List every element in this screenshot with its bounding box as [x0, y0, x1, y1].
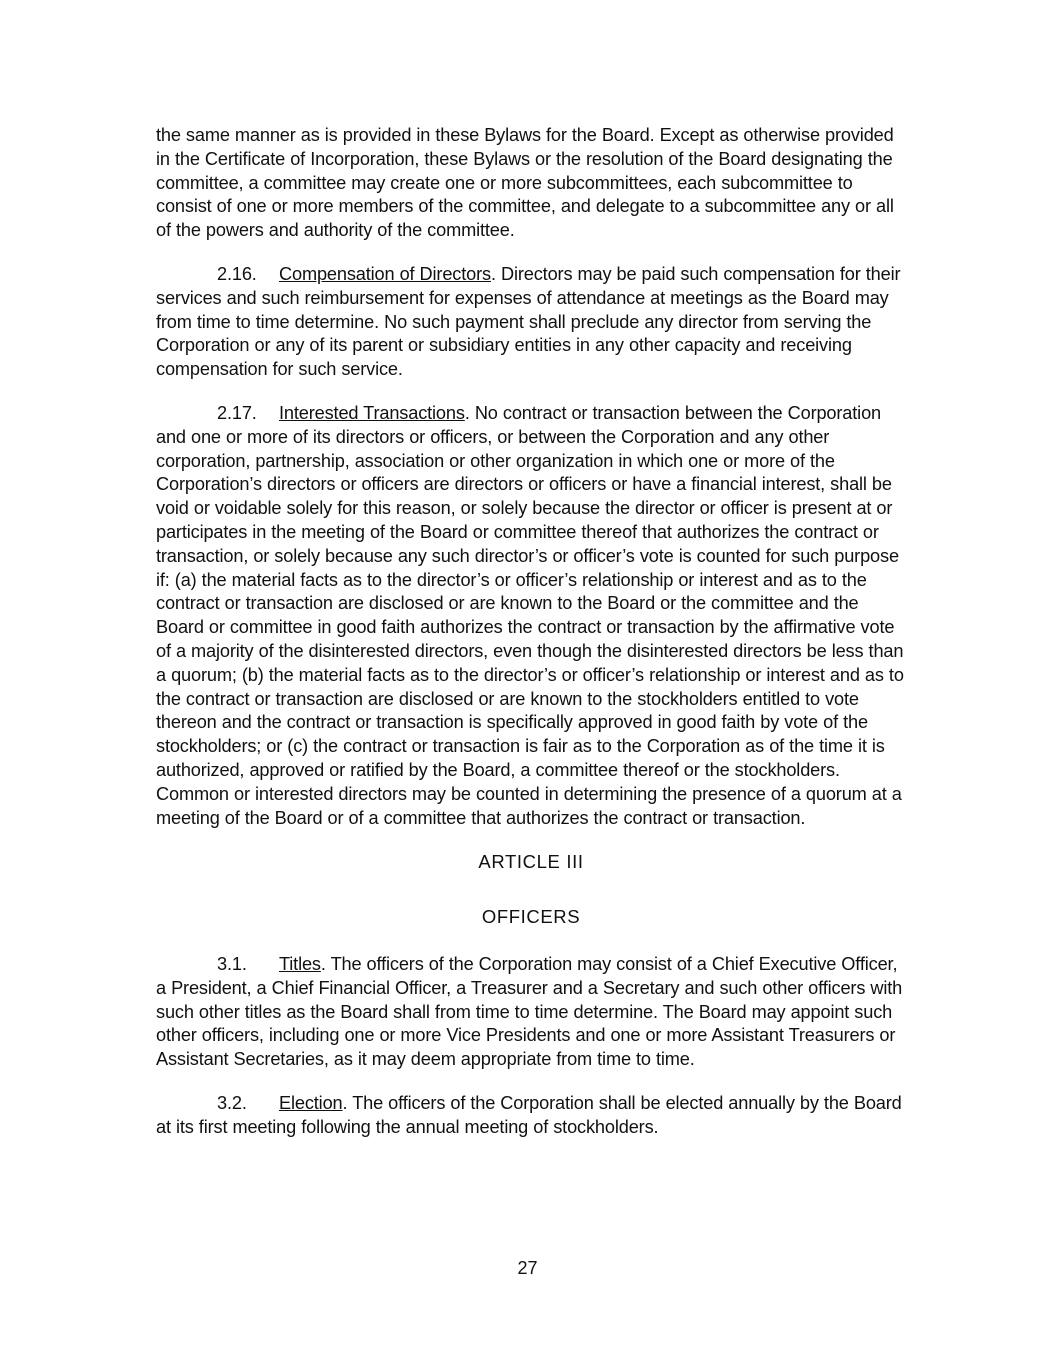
page-number: 27	[517, 1258, 538, 1278]
section-3-2	[156, 1092, 906, 1140]
section-body: . The officers of the Corporation may consist of a Chief Executive Officer, a President, a Chief Financial Officer, a Treasurer and a Secretary and such other officers with such other titles as the Board shall from time to time determine. The Board may appoint such other officers, including one or more Vice Presidents and one or more Assistant Treasurers or Assistant Secretaries, as it may deem appropriate from time to time.	[156, 953, 903, 1070]
section-body: . The officers of the Corporation shall be elected annually by the Board at its first meeting following the annual meeting of stockholders.	[156, 1092, 902, 1137]
section-number: 3.2.	[217, 1092, 247, 1113]
section-2-17	[156, 402, 906, 830]
section-2-16	[156, 263, 906, 382]
section-number: 3.1.	[217, 953, 247, 974]
article-subtitle: OFFICERS	[481, 906, 581, 928]
section-body: . Directors may be paid such compensation for their services and such reimbursement for expenses of attendance at meetings as the Board may from time to time determine. No such payment shall preclude any director from serving the Corporation or any of its parent or subsidiary entities in any other capacity and receiving compensation for such service.	[156, 263, 901, 380]
article-title: ARTICLE III	[478, 851, 584, 873]
continuation-paragraph: the same manner as is provided in these Bylaws for the Board. Except as otherwise provided in the Certificate of Incorporation, these Bylaws or the resolution of the Board designating the committee, a committee may create one or more subcommittees, each subcommittee to consist of one or more members of the committee, and delegate to a subcommittee any or all of the powers and authority of the committee.	[156, 125, 894, 241]
section-heading: Compensation of Directors	[279, 263, 491, 284]
section-body: . No contract or transaction between the Corporation and one or more of its directors or officers, or between the Corporation and any other corporation, partnership, association or other organization in which one or more of the Corporation’s directors or officers are directors or officers or have a financial interest, shall be void or voidable solely for this reason, or solely because the director or officer is present at or participates in the meeting of the Board or committee thereof that authorizes the contract or transaction, or solely because any such director’s or officer’s vote is counted for such purpose if: (a) the material facts as to the director’s or officer’s relationship or interest and as to the contract or transaction are disclosed or are known to the Board or the committee and the Board or committee in good faith authorizes the contract or transaction by the affirmative vote of a majority of the disinterested directors, even though the disinterested directors be less than a quorum; (b) the material facts as to the director’s or officer’s relationship or interest and as to the contract or transaction are disclosed or are known to the stockholders entitled to vote thereon and the contract or transaction is specifically approved in good faith by vote of the stockholders; or (c) the contract or transaction is fair as to the Corporation as of the time it is authorized, approved or ratified by the Board, a committee thereof or the stockholders. Common or interested directors may be counted in determining the presence of a quorum at a meeting of the Board or of a committee that authorizes the contract or transaction.	[156, 402, 904, 828]
section-3-1	[156, 953, 906, 1072]
section-number: 2.17.	[217, 402, 257, 423]
section-heading: Election	[279, 1092, 343, 1113]
section-heading: Titles	[279, 953, 321, 974]
section-number: 2.16.	[217, 263, 257, 284]
document-page	[156, 124, 906, 1159]
section-heading: Interested Transactions	[279, 402, 465, 423]
